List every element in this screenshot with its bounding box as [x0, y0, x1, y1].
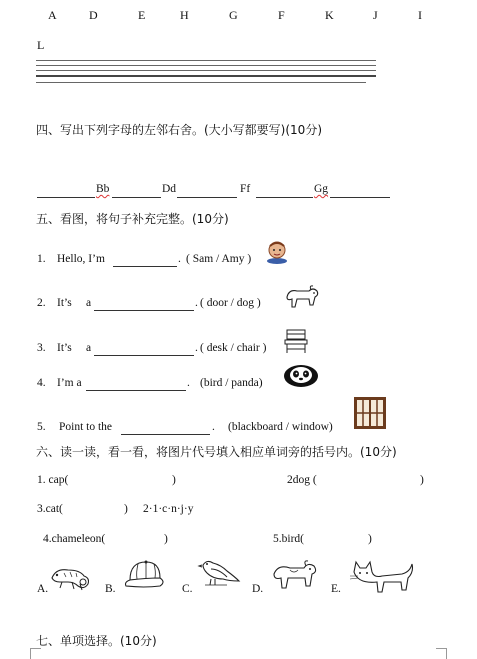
bird-icon	[197, 557, 241, 591]
q4-number: 4.	[37, 377, 46, 389]
q3-number: 3.	[37, 342, 46, 354]
q1-number: 1.	[37, 253, 46, 265]
letter-pair-ff: Ff	[240, 183, 251, 195]
dog-icon-d	[268, 558, 320, 592]
q3-blank[interactable]	[94, 355, 194, 356]
letter-pair-bb: Bb	[96, 183, 110, 195]
page-corner-mark-right	[436, 648, 447, 659]
q1-period: .	[178, 253, 181, 265]
word-cat-close: )	[124, 503, 128, 515]
word-cap-close: )	[172, 474, 176, 486]
q5-text: Point to the	[59, 421, 113, 433]
word-bird-close: )	[368, 533, 372, 545]
letter-i: I	[418, 8, 422, 22]
pic-label-b: B.	[105, 583, 116, 595]
q1-blank[interactable]	[113, 266, 177, 267]
word-bird: 5.bird(	[273, 533, 304, 545]
cat-icon	[346, 552, 416, 594]
q4-options: (bird / panda)	[200, 377, 263, 389]
q3-options: ( desk / chair )	[200, 342, 267, 354]
q4-text: I’m a	[57, 377, 82, 389]
boy-face-icon	[266, 240, 288, 264]
q5-options: (blackboard / window)	[228, 421, 333, 433]
q5-number: 5.	[37, 421, 46, 433]
scribble-text: 2·1·c·n·j·y	[143, 503, 194, 515]
word-chameleon: 4.chameleon(	[43, 533, 106, 545]
word-cap: 1. cap(	[37, 474, 69, 486]
letter-j: J	[373, 8, 378, 22]
q2-blank[interactable]	[94, 310, 194, 311]
letter-l: L	[37, 38, 45, 52]
q2-text: It’s	[57, 297, 72, 309]
word-chameleon-close: )	[164, 533, 168, 545]
q2-number: 2.	[37, 297, 46, 309]
word-cat: 3.cat(	[37, 503, 63, 515]
section5-heading: 五、看图，将句子补充完整。(10分)	[36, 212, 229, 226]
q5-blank[interactable]	[121, 434, 210, 435]
page-corner-mark-left	[30, 648, 41, 659]
section7-heading: 七、单项选择。(10分)	[36, 634, 157, 648]
pic-label-a: A.	[37, 583, 49, 595]
cap-icon	[120, 558, 168, 592]
pic-label-d: D.	[252, 583, 264, 595]
q3-period: .	[195, 342, 198, 354]
letter-g: G	[229, 8, 238, 22]
panda-icon	[283, 362, 319, 388]
word-dog-close: )	[420, 474, 424, 486]
word-dog: 2dog (	[287, 474, 317, 486]
letter-pair-gg: Gg	[314, 183, 329, 195]
q2-period: .	[195, 297, 198, 309]
letter-pair-dd: Dd	[162, 183, 177, 195]
chameleon-icon	[48, 560, 94, 592]
q4-blank[interactable]	[86, 390, 186, 391]
pic-label-e: E.	[331, 583, 341, 595]
q1-options: ( Sam / Amy )	[186, 253, 252, 265]
q2-article: a	[86, 297, 92, 309]
dog-icon	[283, 283, 321, 311]
letter-a: A	[48, 8, 57, 22]
q2-options: ( door / dog )	[200, 297, 261, 309]
letter-k: K	[325, 8, 334, 22]
section6-heading: 六、读一读，看一看，将图片代号填入相应单词旁的括号内。(10分)	[36, 445, 397, 459]
q5-period: .	[212, 421, 215, 433]
q3-article: a	[86, 342, 92, 354]
letter-f: F	[278, 8, 285, 22]
window-icon	[353, 396, 387, 430]
letter-e: E	[138, 8, 146, 22]
q3-text: It’s	[57, 342, 72, 354]
pic-label-c: C.	[182, 583, 193, 595]
letter-d: D	[89, 8, 98, 22]
q1-text: Hello, I’m	[57, 253, 105, 265]
q4-period: .	[187, 377, 190, 389]
section4-heading: 四、写出下列字母的左邻右舍。(大小写都要写)(10分)	[36, 123, 322, 137]
letter-h: H	[180, 8, 189, 22]
chair-icon	[283, 328, 309, 354]
